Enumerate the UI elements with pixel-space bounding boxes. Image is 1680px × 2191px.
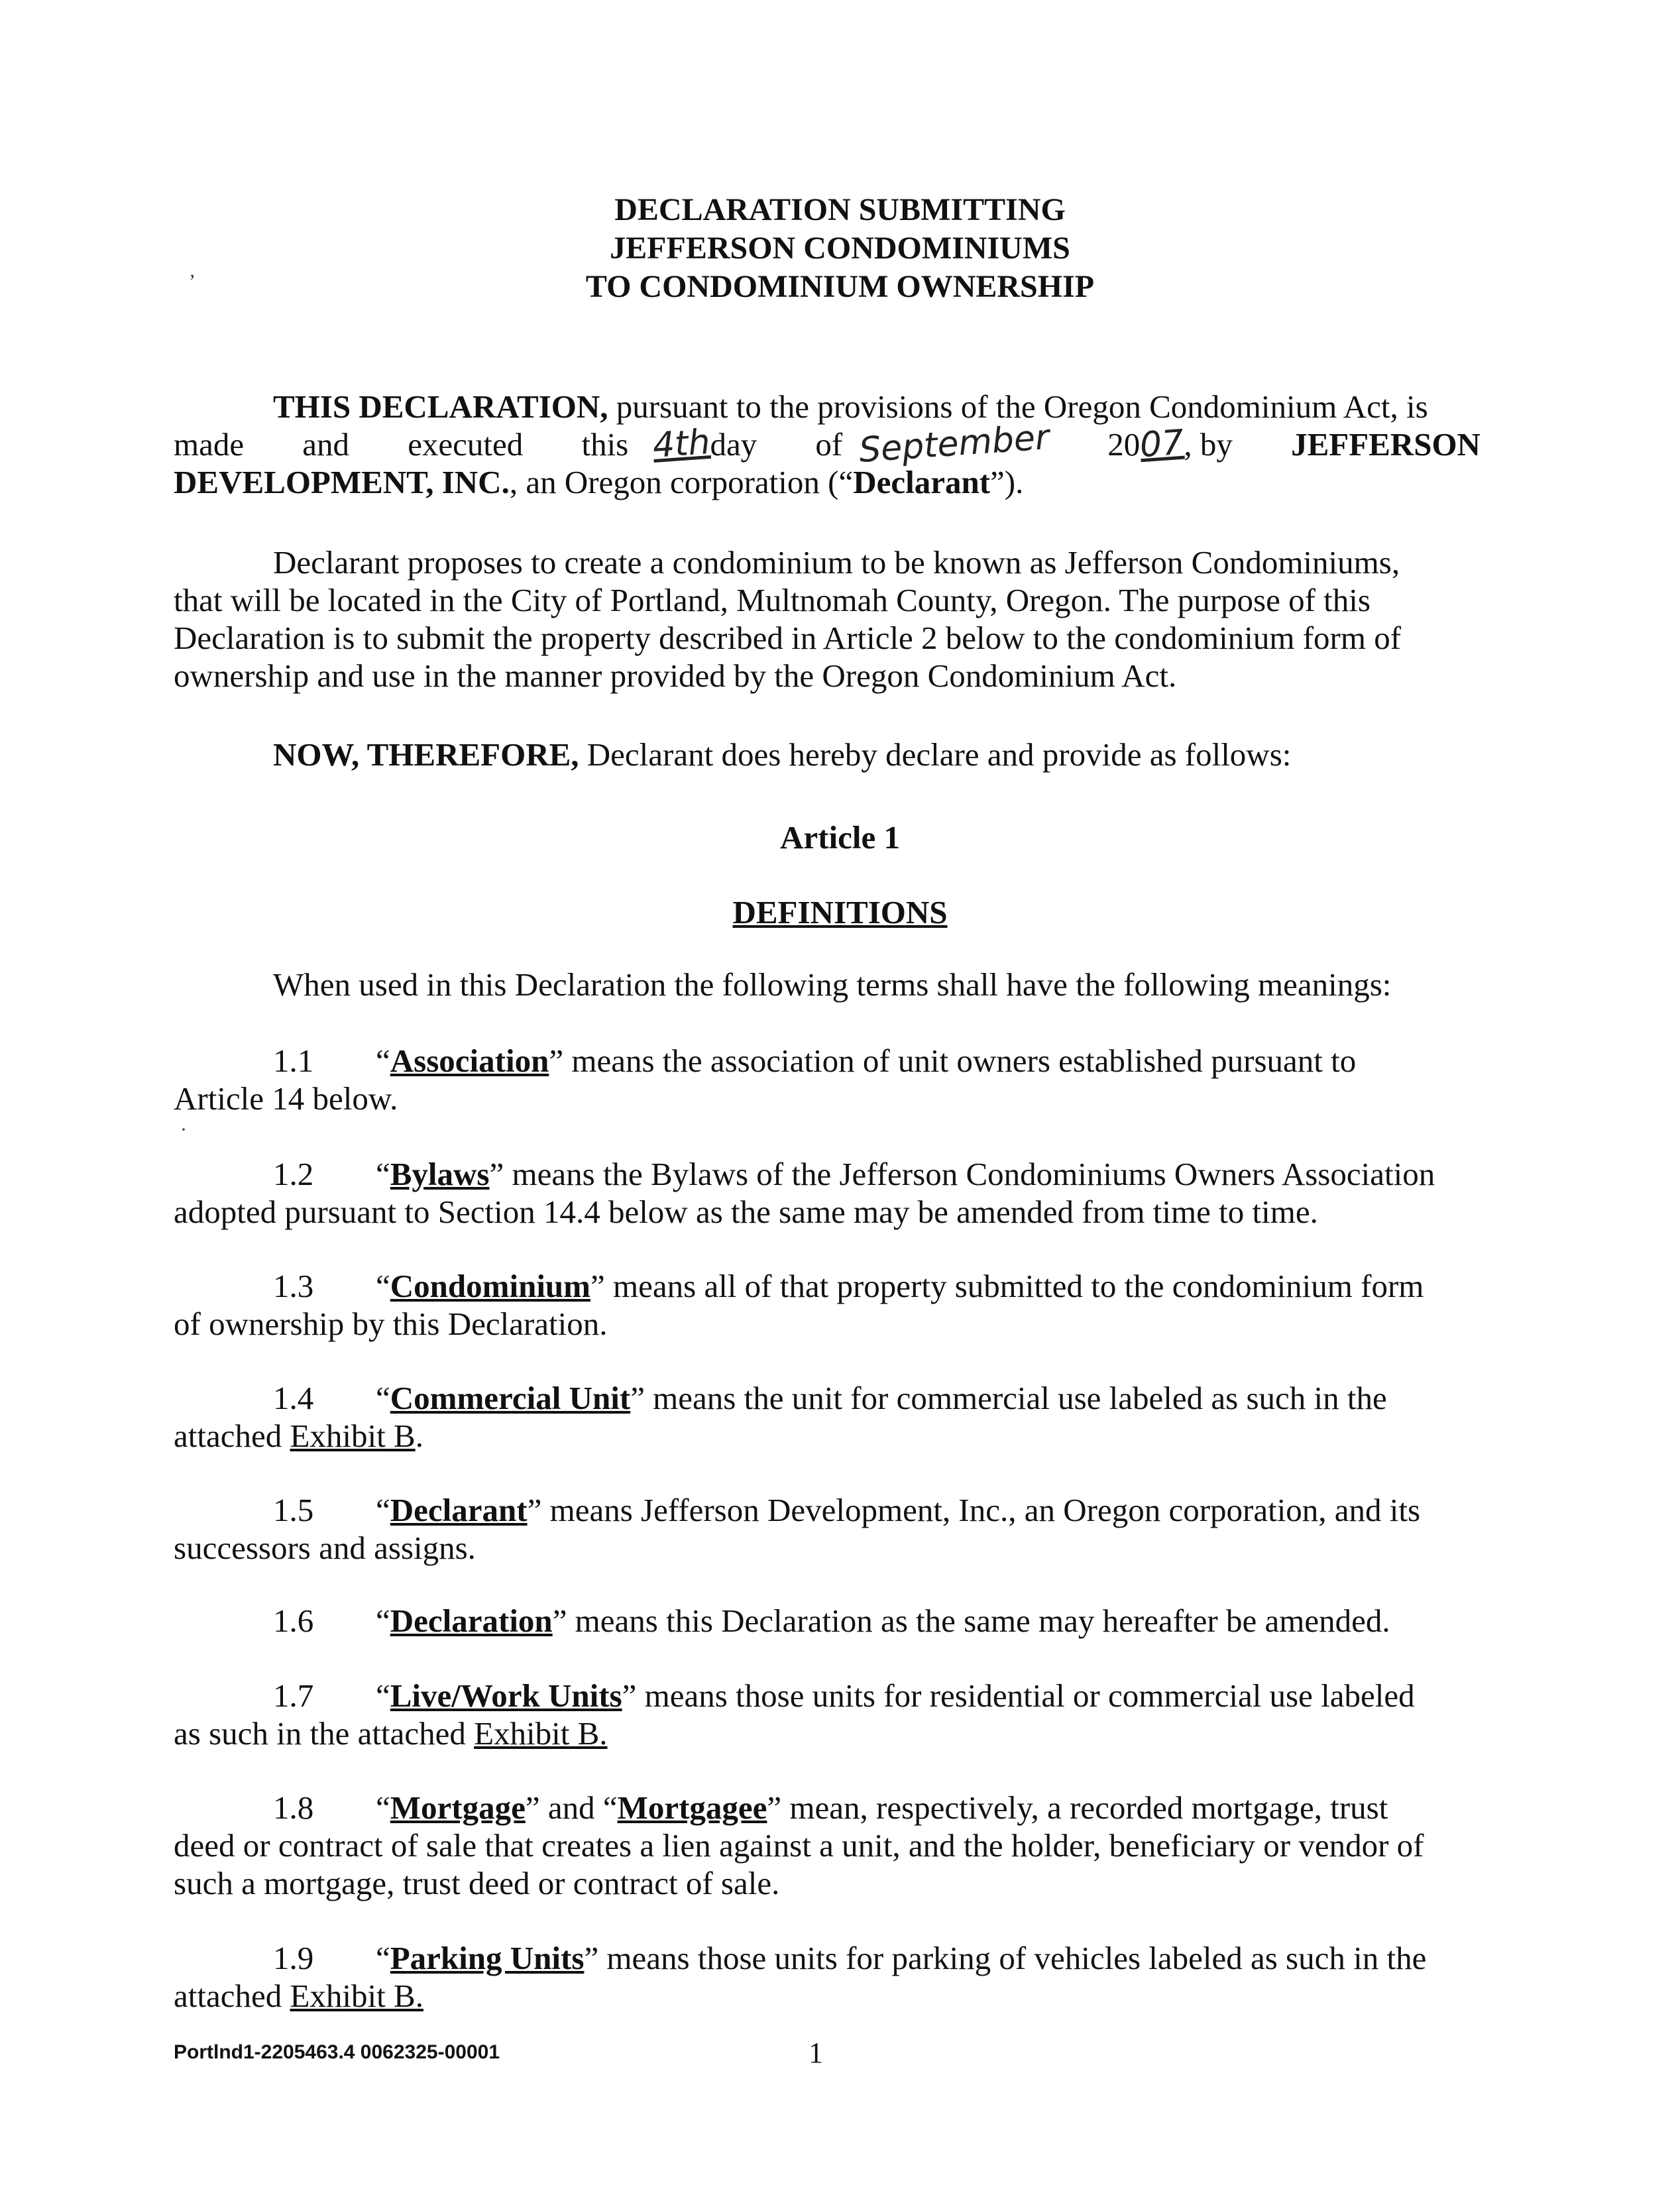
definition-1-6: 1.6 “Declaration” means this Declaration as the same may hereafter be amended. — [273, 1602, 1390, 1639]
document-title — [0, 191, 1680, 306]
definition-1-8: 1.8 “Mortgage” and “Mortgagee” mean, respectively, a recorded mortgage, trust deed or contract of sale that creates a lien against a unit, and the holder, beneficiary or vendor of such a mortgage, trust deed or contract of sale. — [174, 1789, 1424, 1901]
term-commercial-unit: Commercial Unit — [390, 1380, 631, 1416]
handwritten-day: 4th — [651, 422, 712, 466]
term-bylaws: Bylaws — [390, 1156, 490, 1192]
intro-paragraph — [174, 388, 1481, 501]
exhibit-b-reference: Exhibit B. — [290, 1978, 423, 2014]
definition-1-4: 1.4 “Commercial Unit” means the unit for commercial use labeled as such in the attached Exhibit B. — [174, 1380, 1387, 1454]
page-number: 1 — [809, 2037, 823, 2069]
scan-mark: ’ — [189, 270, 196, 292]
term-declaration: Declaration — [390, 1602, 553, 1639]
term-association: Association — [390, 1042, 549, 1079]
intro-line-3: DEVELOPMENT, INC., an Oregon corporation (“Declarant”). — [174, 464, 1024, 500]
definition-1-9: 1.9 “Parking Units” means those units for parking of vehicles labeled as such in the attached Exhibit B. — [174, 1940, 1427, 2014]
term-declarant: Declarant — [390, 1492, 528, 1528]
title-line-1: DECLARATION SUBMITTING — [614, 192, 1066, 227]
now-therefore-paragraph: NOW, THEREFORE, Declarant does hereby declare and provide as follows: — [273, 736, 1292, 773]
document-id: Portlnd1-2205463.4 0062325-00001 — [174, 2041, 500, 2063]
term-mortgage: Mortgage — [390, 1789, 526, 1826]
purpose-line-3: Declaration is to submit the property described in Article 2 below to the condominium form of — [174, 620, 1402, 656]
intro-line-1: pursuant to the provisions of the Oregon Condominium Act, is — [616, 388, 1428, 425]
scan-mark: · — [180, 1119, 187, 1141]
definition-1-2: 1.2 “Bylaws” means the Bylaws of the Jefferson Condominiums Owners Association adopted pursuant to Section 14.4 below as the same may be amended from time to time. — [174, 1156, 1435, 1230]
handwritten-year: 07 — [1139, 422, 1186, 466]
handwritten-month: September — [857, 418, 1050, 471]
title-line-3: TO CONDOMINIUM OWNERSHIP — [585, 269, 1095, 304]
definition-1-5: 1.5 “Declarant” means Jefferson Development, Inc., an Oregon corporation, and its successors and assigns. — [174, 1492, 1421, 1566]
intro-lead: THIS DECLARATION, — [273, 388, 608, 425]
term-parking-units: Parking Units — [390, 1940, 585, 1976]
term-mortgagee: Mortgagee — [617, 1789, 767, 1826]
article-heading: DEFINITIONS — [732, 894, 948, 930]
purpose-line-1: Declarant proposes to create a condominium to be known as Jefferson Condominiums, — [273, 544, 1400, 581]
term-live-work-units: Live/Work Units — [390, 1677, 622, 1714]
exhibit-b-reference: Exhibit B — [290, 1418, 416, 1454]
exhibit-b-reference: Exhibit B. — [474, 1715, 608, 1752]
definition-1-7: 1.7 “Live/Work Units” means those units for residential or commercial use labeled as such in the attached Exhibit B. — [174, 1677, 1415, 1752]
title-line-2: JEFFERSON CONDOMINIUMS — [610, 231, 1070, 266]
purpose-line-4: ownership and use in the manner provided by the Oregon Condominium Act. — [174, 657, 1177, 694]
article-label: Article 1 — [780, 819, 900, 856]
definition-1-3: 1.3 “Condominium” means all of that property submitted to the condominium form of ownership by this Declaration. — [174, 1268, 1424, 1342]
purpose-line-2: that will be located in the City of Portland, Multnomah County, Oregon. The purpose of this — [174, 582, 1371, 618]
intro-line-2: made and executed this 4thday of September 2007, by JEFFERSON — [174, 418, 1481, 471]
definition-1-1: 1.1 “Association” means the association of unit owners established pursuant to Article 14 below. — [174, 1042, 1357, 1117]
definitions-intro: When used in this Declaration the following terms shall have the following meanings: — [273, 966, 1392, 1003]
purpose-paragraph — [174, 543, 1481, 695]
term-condominium: Condominium — [390, 1268, 591, 1304]
